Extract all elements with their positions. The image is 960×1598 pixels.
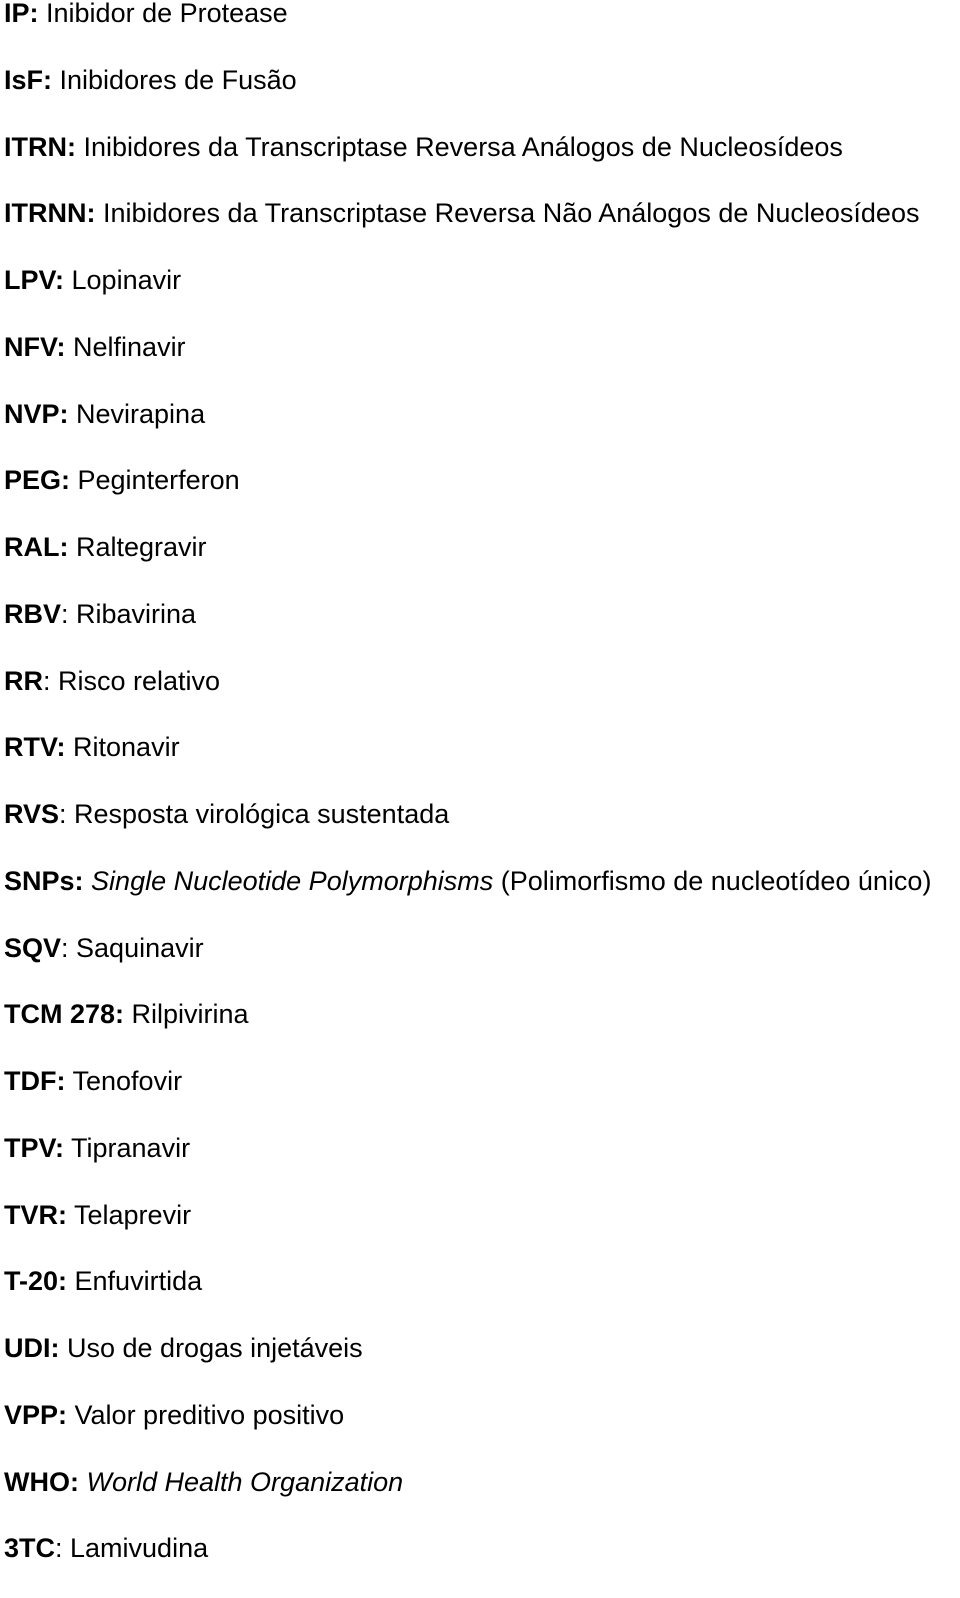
abbreviation-definition-italic: World Health Organization	[86, 1466, 404, 1497]
abbreviation-term: NVP:	[4, 398, 69, 429]
abbreviation-definition: : Resposta virológica sustentada	[59, 799, 450, 829]
abbreviation-term: SNPs:	[4, 865, 84, 896]
abbreviation-definition: : Lamivudina	[55, 1533, 209, 1564]
abbreviation-entry	[4, 997, 960, 1064]
abbreviation-term: TDF:	[4, 1066, 66, 1096]
abbreviation-definition: Valor preditivo positivo	[67, 1399, 345, 1430]
abbreviation-entry	[4, 597, 960, 664]
abbreviation-term: T-20:	[4, 1266, 68, 1297]
abbreviation-entry	[4, 530, 960, 597]
abbreviation-definition: (Polimorfismo de nucleotídeo único)	[493, 865, 932, 896]
abbreviation-definition: : Ribavirina	[61, 598, 197, 629]
abbreviation-term: IP:	[4, 0, 39, 28]
abbreviation-entry	[4, 63, 960, 130]
abbreviation-definition: Inibidores da Transcriptase Reversa Análogos de Nucleosídeos	[75, 131, 843, 162]
abbreviation-definition: Telaprevir	[67, 1199, 192, 1230]
abbreviation-entry	[4, 864, 960, 931]
abbreviation-term: RTV:	[4, 732, 66, 763]
abbreviation-term: RVS	[4, 799, 60, 829]
abbreviation-definition: Inibidores de Fusão	[52, 64, 297, 95]
abbreviation-list	[4, 0, 960, 1598]
abbreviation-term: ITRNN:	[4, 198, 96, 229]
abbreviation-definition: Ritonavir	[65, 732, 180, 763]
abbreviation-term: PEG:	[4, 465, 71, 496]
abbreviation-entry	[4, 664, 960, 731]
abbreviation-entry	[4, 1331, 960, 1398]
abbreviation-entry	[4, 1264, 960, 1331]
abbreviation-entry	[4, 1465, 960, 1532]
abbreviation-entry	[4, 196, 960, 263]
abbreviation-definition: Enfuvirtida	[67, 1266, 203, 1297]
abbreviation-definition: Rilpivirina	[124, 999, 249, 1030]
abbreviation-definition	[79, 1467, 87, 1497]
abbreviation-entry	[4, 330, 960, 397]
abbreviation-term: TVR:	[4, 1199, 67, 1230]
abbreviation-term: TPV:	[4, 1132, 65, 1163]
abbreviation-entry	[4, 1531, 960, 1598]
abbreviation-definition: Peginterferon	[70, 465, 240, 496]
abbreviation-definition-italic: Single Nucleotide Polymorphisms	[91, 865, 494, 896]
abbreviation-entry	[4, 397, 960, 464]
abbreviation-definition: : Risco relativo	[43, 665, 221, 696]
abbreviation-term: IsF:	[4, 64, 53, 95]
abbreviation-term: RR	[4, 665, 43, 696]
abbreviation-term: WHO:	[4, 1466, 79, 1497]
abbreviation-entry	[4, 1398, 960, 1465]
abbreviation-definition: Tenofovir	[65, 1066, 183, 1096]
abbreviation-term: RBV	[4, 598, 62, 629]
abbreviation-entry	[4, 130, 960, 197]
abbreviation-entry	[4, 1131, 960, 1198]
abbreviation-entry	[4, 1198, 960, 1265]
abbreviation-entry	[4, 263, 960, 330]
abbreviation-definition: Raltegravir	[68, 532, 207, 562]
abbreviation-term: TCM 278:	[4, 999, 125, 1030]
abbreviation-definition: Inibidores da Transcriptase Reversa Não Análogos de Nucleosídeos	[95, 198, 920, 229]
abbreviation-definition: Uso de drogas injetáveis	[59, 1333, 363, 1363]
abbreviation-entry	[4, 931, 960, 998]
abbreviation-definition	[84, 866, 92, 896]
abbreviation-term: SQV	[4, 932, 62, 963]
abbreviation-term: ITRN:	[4, 131, 76, 162]
abbreviation-definition: Lopinavir	[64, 265, 182, 295]
abbreviation-term: 3TC	[4, 1533, 56, 1564]
abbreviation-term: NFV:	[4, 331, 66, 362]
abbreviation-definition: Nevirapina	[68, 398, 206, 429]
abbreviation-term: RAL:	[4, 532, 69, 562]
abbreviation-term: UDI:	[4, 1333, 60, 1363]
abbreviation-entry	[4, 463, 960, 530]
abbreviation-entry	[4, 797, 960, 864]
abbreviation-entry	[4, 0, 960, 63]
abbreviation-definition: : Saquinavir	[61, 932, 204, 963]
abbreviation-definition: Tipranavir	[64, 1132, 191, 1163]
abbreviation-definition: Inibidor de Protease	[38, 0, 288, 28]
abbreviation-entry	[4, 730, 960, 797]
abbreviation-entry	[4, 1064, 960, 1131]
abbreviation-term: VPP:	[4, 1399, 68, 1430]
abbreviation-definition: Nelfinavir	[65, 331, 186, 362]
abbreviation-term: LPV:	[4, 265, 65, 295]
